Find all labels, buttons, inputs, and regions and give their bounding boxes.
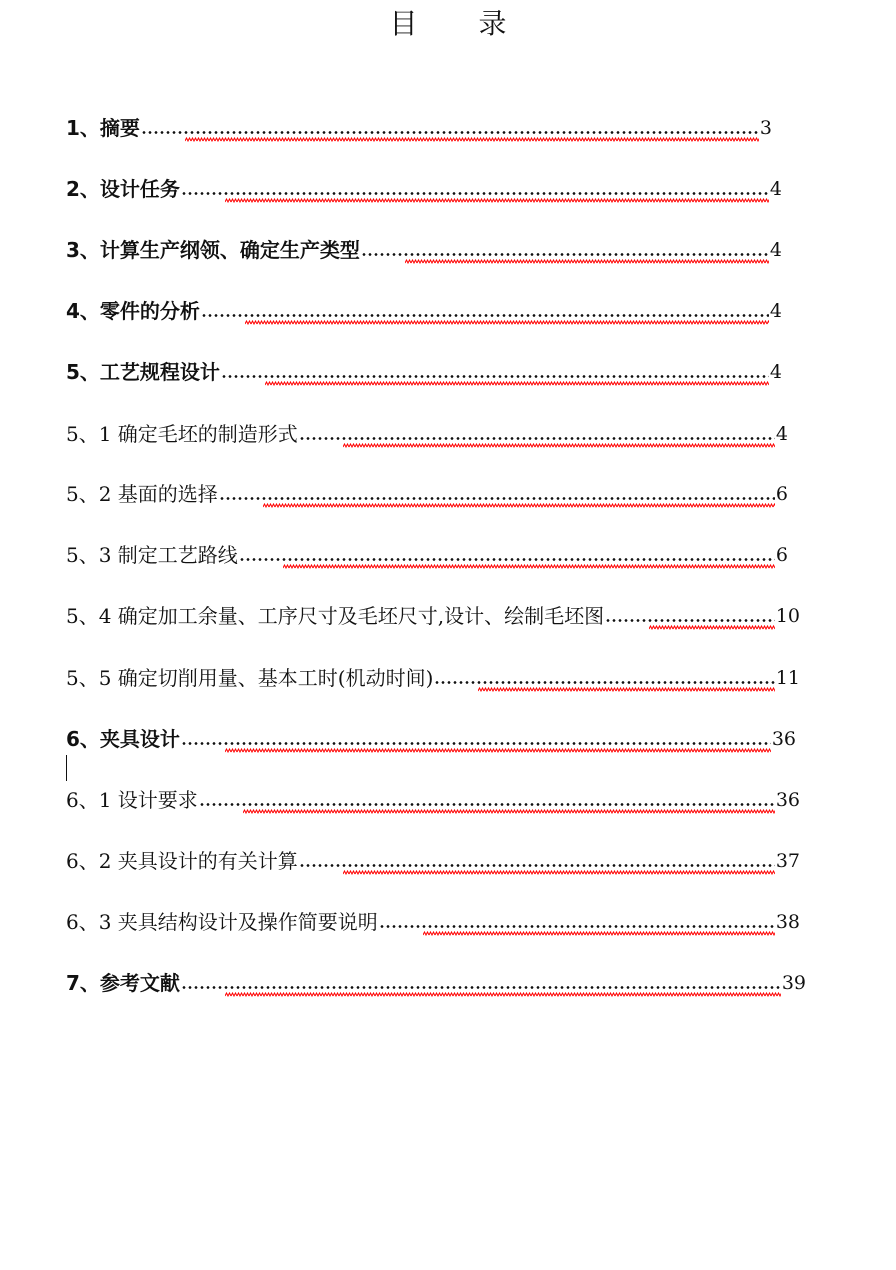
toc-entry-label: 5、1 确定毛坯的制造形式 xyxy=(66,422,298,446)
toc-page-number: 6 xyxy=(775,483,788,505)
dot-leader xyxy=(221,356,769,386)
toc-entry-label: 6、2 夹具设计的有关计算 xyxy=(66,849,298,873)
toc-entry-label: 6、夹具设计 xyxy=(66,727,180,751)
dot-leader xyxy=(379,906,775,936)
toc-entry[interactable] xyxy=(66,967,806,997)
toc-entry-label: 5、5 确定切削用量、基本工时(机动时间) xyxy=(66,666,434,690)
toc-page-number: 4 xyxy=(769,361,782,383)
toc-page-number: 36 xyxy=(775,789,800,811)
toc-page-number: 10 xyxy=(775,605,800,627)
dot-leader xyxy=(605,600,775,630)
toc-entry-label: 5、工艺规程设计 xyxy=(66,360,220,384)
toc-entry[interactable] xyxy=(66,845,800,875)
toc-entry[interactable] xyxy=(66,662,800,692)
toc-entry-label: 5、2 基面的选择 xyxy=(66,482,218,506)
toc-entry[interactable] xyxy=(66,418,788,448)
toc-entry[interactable] xyxy=(66,112,772,142)
toc-page-number: 11 xyxy=(775,667,800,689)
toc-page-number: 4 xyxy=(769,239,782,261)
toc-page-number: 36 xyxy=(771,728,796,750)
toc-page-number: 37 xyxy=(775,850,800,872)
toc-entry[interactable] xyxy=(66,784,800,814)
toc-entry[interactable] xyxy=(66,906,800,936)
dot-leader xyxy=(299,845,775,875)
dot-leader xyxy=(219,478,775,508)
toc-entry[interactable] xyxy=(66,539,788,569)
toc-entry[interactable] xyxy=(66,600,800,630)
toc-entry[interactable] xyxy=(66,173,782,203)
dot-leader xyxy=(434,662,774,692)
toc-page-number: 4 xyxy=(769,178,782,200)
toc-entry-label: 1、摘要 xyxy=(66,116,140,140)
toc-entry-label: 7、参考文献 xyxy=(66,971,180,995)
dot-leader xyxy=(361,234,769,264)
dot-leader xyxy=(199,784,775,814)
toc-entry[interactable] xyxy=(66,723,796,753)
toc-page-number: 38 xyxy=(775,911,800,933)
toc-page-number: 4 xyxy=(775,423,788,445)
text-cursor xyxy=(66,755,67,781)
toc-page-number: 39 xyxy=(781,972,806,994)
toc-entry-label: 4、零件的分析 xyxy=(66,299,200,323)
dot-leader xyxy=(181,967,781,997)
toc-entry-label: 6、1 设计要求 xyxy=(66,788,198,812)
toc-entry-label: 5、4 确定加工余量、工序尺寸及毛坯尺寸,设计、绘制毛坯图 xyxy=(66,604,605,628)
toc-page-number: 3 xyxy=(759,117,772,139)
dot-leader xyxy=(299,418,775,448)
toc-entry-label: 6、3 夹具结构设计及操作简要说明 xyxy=(66,910,378,934)
toc-title: 目 录 xyxy=(389,7,533,40)
dot-leader xyxy=(141,112,759,142)
toc-entry-label: 5、3 制定工艺路线 xyxy=(66,543,238,567)
toc-entry-label: 2、设计任务 xyxy=(66,177,180,201)
toc-entry[interactable] xyxy=(66,478,788,508)
toc-entry[interactable] xyxy=(66,356,782,386)
dot-leader xyxy=(201,295,769,325)
toc-page-number: 6 xyxy=(775,544,788,566)
toc-entry-label: 3、计算生产纲领、确定生产类型 xyxy=(66,238,360,262)
toc-entry[interactable] xyxy=(66,234,782,264)
dot-leader xyxy=(181,173,769,203)
toc-entry[interactable] xyxy=(66,295,782,325)
dot-leader xyxy=(239,539,775,569)
dot-leader xyxy=(181,723,771,753)
toc-page-number: 4 xyxy=(769,300,782,322)
